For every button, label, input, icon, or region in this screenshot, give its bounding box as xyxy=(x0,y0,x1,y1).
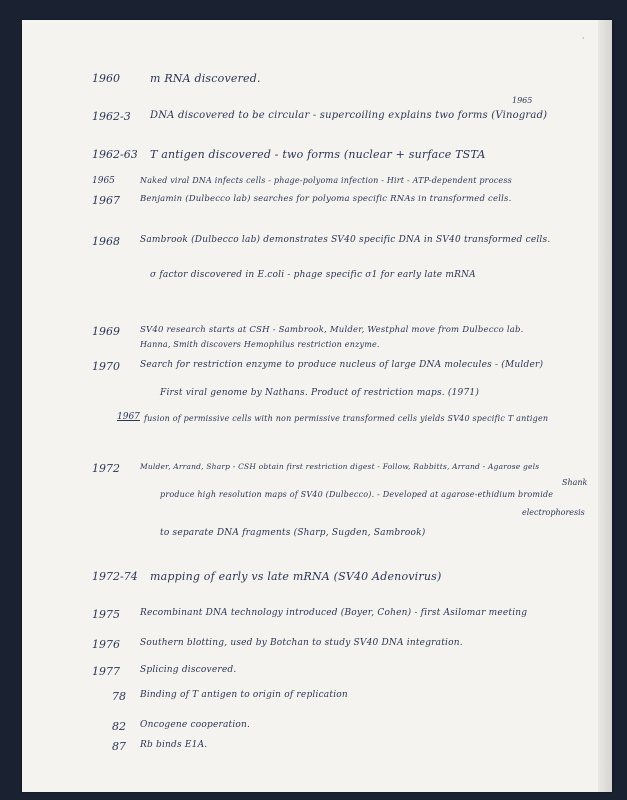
entry-year: 1962-63 xyxy=(92,148,138,161)
entry-text: fusion of permissive cells with non permissive transformed cells yields SV40 specific T antigen xyxy=(144,414,549,423)
entry-text: Recombinant DNA technology introduced (Boyer, Cohen) - first Asilomar meeting xyxy=(140,608,528,618)
entry-text: Mulder, Arrand, Sharp - CSH obtain first restriction digest - Follow, Rabbitts, Arrand - Agarose gels xyxy=(140,462,540,471)
entry-text: Sambrook (Dulbecco lab) demonstrates SV40 specific DNA in SV40 transformed cells. xyxy=(140,235,551,245)
entry-year: 1970 xyxy=(92,360,120,373)
corner-mark: · xyxy=(582,34,585,43)
entry-text: Binding of T antigen to origin of replication xyxy=(140,690,348,700)
entry-text: Naked viral DNA infects cells - phage-polyoma infection - Hirt - ATP-dependent process xyxy=(140,176,512,185)
entry-year: 78 xyxy=(112,690,126,703)
entry-year: 1972 xyxy=(92,462,120,475)
entry-year: 1972-74 xyxy=(92,570,138,583)
entry-text: m RNA discovered. xyxy=(150,72,261,85)
entry-text: σ factor discovered in E.coli - phage specific σ1 for early late mRNA xyxy=(150,270,476,280)
entry-year: 1960 xyxy=(92,72,120,85)
margin-note: 1965 xyxy=(512,96,533,105)
entry-text: to separate DNA fragments (Sharp, Sugden, Sambrook) xyxy=(160,528,426,538)
entry-year: 1977 xyxy=(92,665,120,678)
entry-text: Hanna, Smith discovers Hemophilus restriction enzyme. xyxy=(140,340,380,349)
entry-year: 1967 xyxy=(92,194,120,207)
entry-text: Oncogene cooperation. xyxy=(140,720,251,730)
entry-year: 1976 xyxy=(92,638,120,651)
entry-year: 1968 xyxy=(92,235,120,248)
entry-text: produce high resolution maps of SV40 (Dulbecco). - Developed at agarose-ethidium bromide xyxy=(160,490,554,499)
entry-text: Southern blotting, used by Botchan to study SV40 DNA integration. xyxy=(140,638,463,648)
entry-text: Splicing discovered. xyxy=(140,665,237,675)
entry-text: mapping of early vs late mRNA (SV40 Adenovirus) xyxy=(150,570,442,583)
entry-text: DNA discovered to be circular - supercoiling explains two forms (Vinograd) xyxy=(150,110,548,121)
entry-text: SV40 research starts at CSH - Sambrook, Mulder, Westphal move from Dulbecco lab. xyxy=(140,325,524,335)
entry-text: T antigen discovered - two forms (nuclear + surface TSTA xyxy=(150,148,486,161)
entry-text: Search for restriction enzyme to produce nucleus of large DNA molecules - (Mulder) xyxy=(140,360,544,370)
entry-year: 1969 xyxy=(92,325,120,338)
entry-text: First viral genome by Nathans. Product of restriction maps. (1971) xyxy=(160,388,480,398)
page-edge xyxy=(598,20,612,792)
entry-text: Rb binds E1A. xyxy=(140,740,208,750)
entry-year: 1967 xyxy=(117,412,140,422)
entry-year: 1962-3 xyxy=(92,110,131,123)
entry-year: 1975 xyxy=(92,608,120,621)
entry-year: 87 xyxy=(112,740,126,753)
entry-year: 82 xyxy=(112,720,126,733)
entry-text: Benjamin (Dulbecco lab) searches for polyoma specific RNAs in transformed cells. xyxy=(140,194,512,204)
handwritten-page xyxy=(22,20,612,792)
entry-year: 1965 xyxy=(92,176,115,186)
margin-note: electrophoresis xyxy=(522,508,585,517)
margin-note: Shank xyxy=(562,478,588,487)
